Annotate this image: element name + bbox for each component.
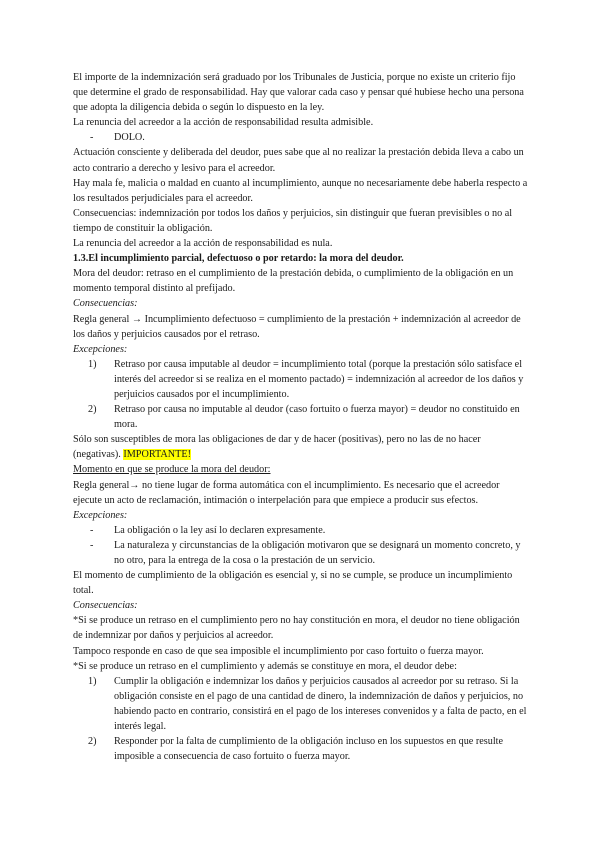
list-item (73, 538, 528, 568)
list-item (73, 523, 528, 538)
dolo-label: DOLO. (114, 132, 145, 144)
list-item-text: Retraso por causa imputable al deudor = incumplimiento total (porque la prestación sólo satisface el interés del acreedor si se realiza en el momento pactado) = indemnización al acreedor de los daños y perjuicios causados por el incumplimiento. (114, 358, 524, 400)
paragraph-momento-esencial: El momento de cumplimiento de la obligación es esencial y, si no se cumple, se produce un incumplimiento total. (73, 570, 513, 597)
list-item (73, 674, 528, 734)
paragraph-renuncia-nula: La renuncia del acreedor a la acción de responsabilidad es nula. (73, 238, 333, 250)
list-item-text: Responder por la falta de cumplimiento de la obligación incluso en los supuestos en que resulte imposible a consecuencia de caso fortuito o fuerza mayor. (114, 736, 504, 763)
list-dash: - (90, 524, 94, 536)
excepciones-label: Excepciones: (73, 509, 128, 521)
list-item-text: Retraso por causa no imputable al deudor (caso fortuito o fuerza mayor) = deudor no constituido en mora. (114, 404, 520, 431)
paragraph-susceptibles (73, 432, 528, 462)
momento-heading: Momento en que se produce la mora del deudor: (73, 464, 271, 476)
excepciones-label: Excepciones: (73, 343, 128, 355)
paragraph-consecuencias-dolo: Consecuencias: indemnización por todos los daños y perjuicios, sin distinguir que fueran previsibles o no al tiempo de constituir la obligación. (73, 207, 513, 234)
list-dash: - (90, 539, 94, 551)
consecuencias-label: Consecuencias: (73, 298, 138, 310)
paragraph-regla-general-mora: Regla general→ no tiene lugar de forma automática con el incumplimiento. Es necesario que el acreedor ejecute un acto de reclamación, intimación o interpelación para que empiece a producir sus efectos. (73, 479, 500, 506)
list-item (73, 734, 528, 764)
list-item (73, 402, 528, 432)
important-highlight: IMPORTANTE! (123, 449, 191, 461)
paragraph-renuncia-admisible: La renuncia del acreedor a la acción de responsabilidad resulta admisible. (73, 117, 374, 129)
list-number: 1) (88, 675, 97, 687)
list-item-dolo (73, 130, 528, 145)
paragraph-mala-fe: Hay mala fe, malicia o maldad en cuanto al incumplimiento, aunque no necesariamente debe haberla respecto a los resultados perjudiciales para el acreedor. (73, 177, 528, 204)
susceptibles-text: Sólo son susceptibles de mora las obligaciones de dar y de hacer (positivas), pero no las de no hacer (negativas). (73, 434, 481, 461)
list-number: 1) (88, 358, 97, 370)
paragraph-retraso-con-mora: *Si se produce un retraso en el cumplimiento y además se constituye en mora, el deudor debe: (73, 660, 457, 672)
list-dash: - (90, 132, 94, 144)
section-heading: 1.3.El incumplimiento parcial, defectuoso o por retardo: la mora del deudor. (73, 253, 404, 265)
list-item-text: La obligación o la ley así lo declaren expresamente. (114, 524, 326, 536)
list-item (73, 357, 528, 402)
paragraph-tampoco-responde: Tampoco responde en caso de que sea imposible el incumplimiento por caso fortuito o fuerza mayor. (73, 645, 484, 657)
paragraph-retraso-sin-mora: *Si se produce un retraso en el cumplimiento pero no hay constitución en mora, el deudor no tiene obligación de indemnizar por daños y perjuicios al acreedor. (73, 615, 520, 642)
list-item-text: Cumplir la obligación e indemnizar los daños y perjuicios causados al acreedor por su retraso. Si la obligación consiste en el pago de una cantidad de dinero, la indemnización de daños y perjuicios, no habiendo pacto en contrario, consistirá en el pago de los intereses convenidos y a falta de pacto, en el interés legal. (114, 675, 527, 733)
paragraph-mora-definicion: Mora del deudor: retraso en el cumplimiento de la prestación debida, o cumplimiento de la obligación en un momento temporal distinto al prefijado. (73, 268, 514, 295)
consecuencias-label: Consecuencias: (73, 600, 138, 612)
paragraph-actuacion: Actuación consciente y deliberada del deudor, pues sabe que al no realizar la prestación debida lleva a cabo un acto contrario a derecho y lesivo para el acreedor. (73, 147, 524, 174)
paragraph-regla-general: Regla general → Incumplimiento defectuoso = cumplimiento de la prestación + indemnización al acreedor de los daños y perjuicios causados por el retraso. (73, 313, 521, 340)
list-item-text: La naturaleza y circunstancias de la obligación motivaron que se designará un momento concreto, y no otro, para la entrega de la cosa o la prestación de un servicio. (114, 539, 521, 566)
paragraph-indemnizacion: El importe de la indemnización será graduado por los Tribunales de Justicia, porque no existe un criterio fijo que determine el grado de responsabilidad. Hay que valorar cada caso y pensar qué hubiese hecho una persona que adopta la diligencia debida o según lo dispuesto en la ley. (73, 72, 524, 114)
list-number: 2) (88, 736, 97, 748)
list-number: 2) (88, 404, 97, 416)
